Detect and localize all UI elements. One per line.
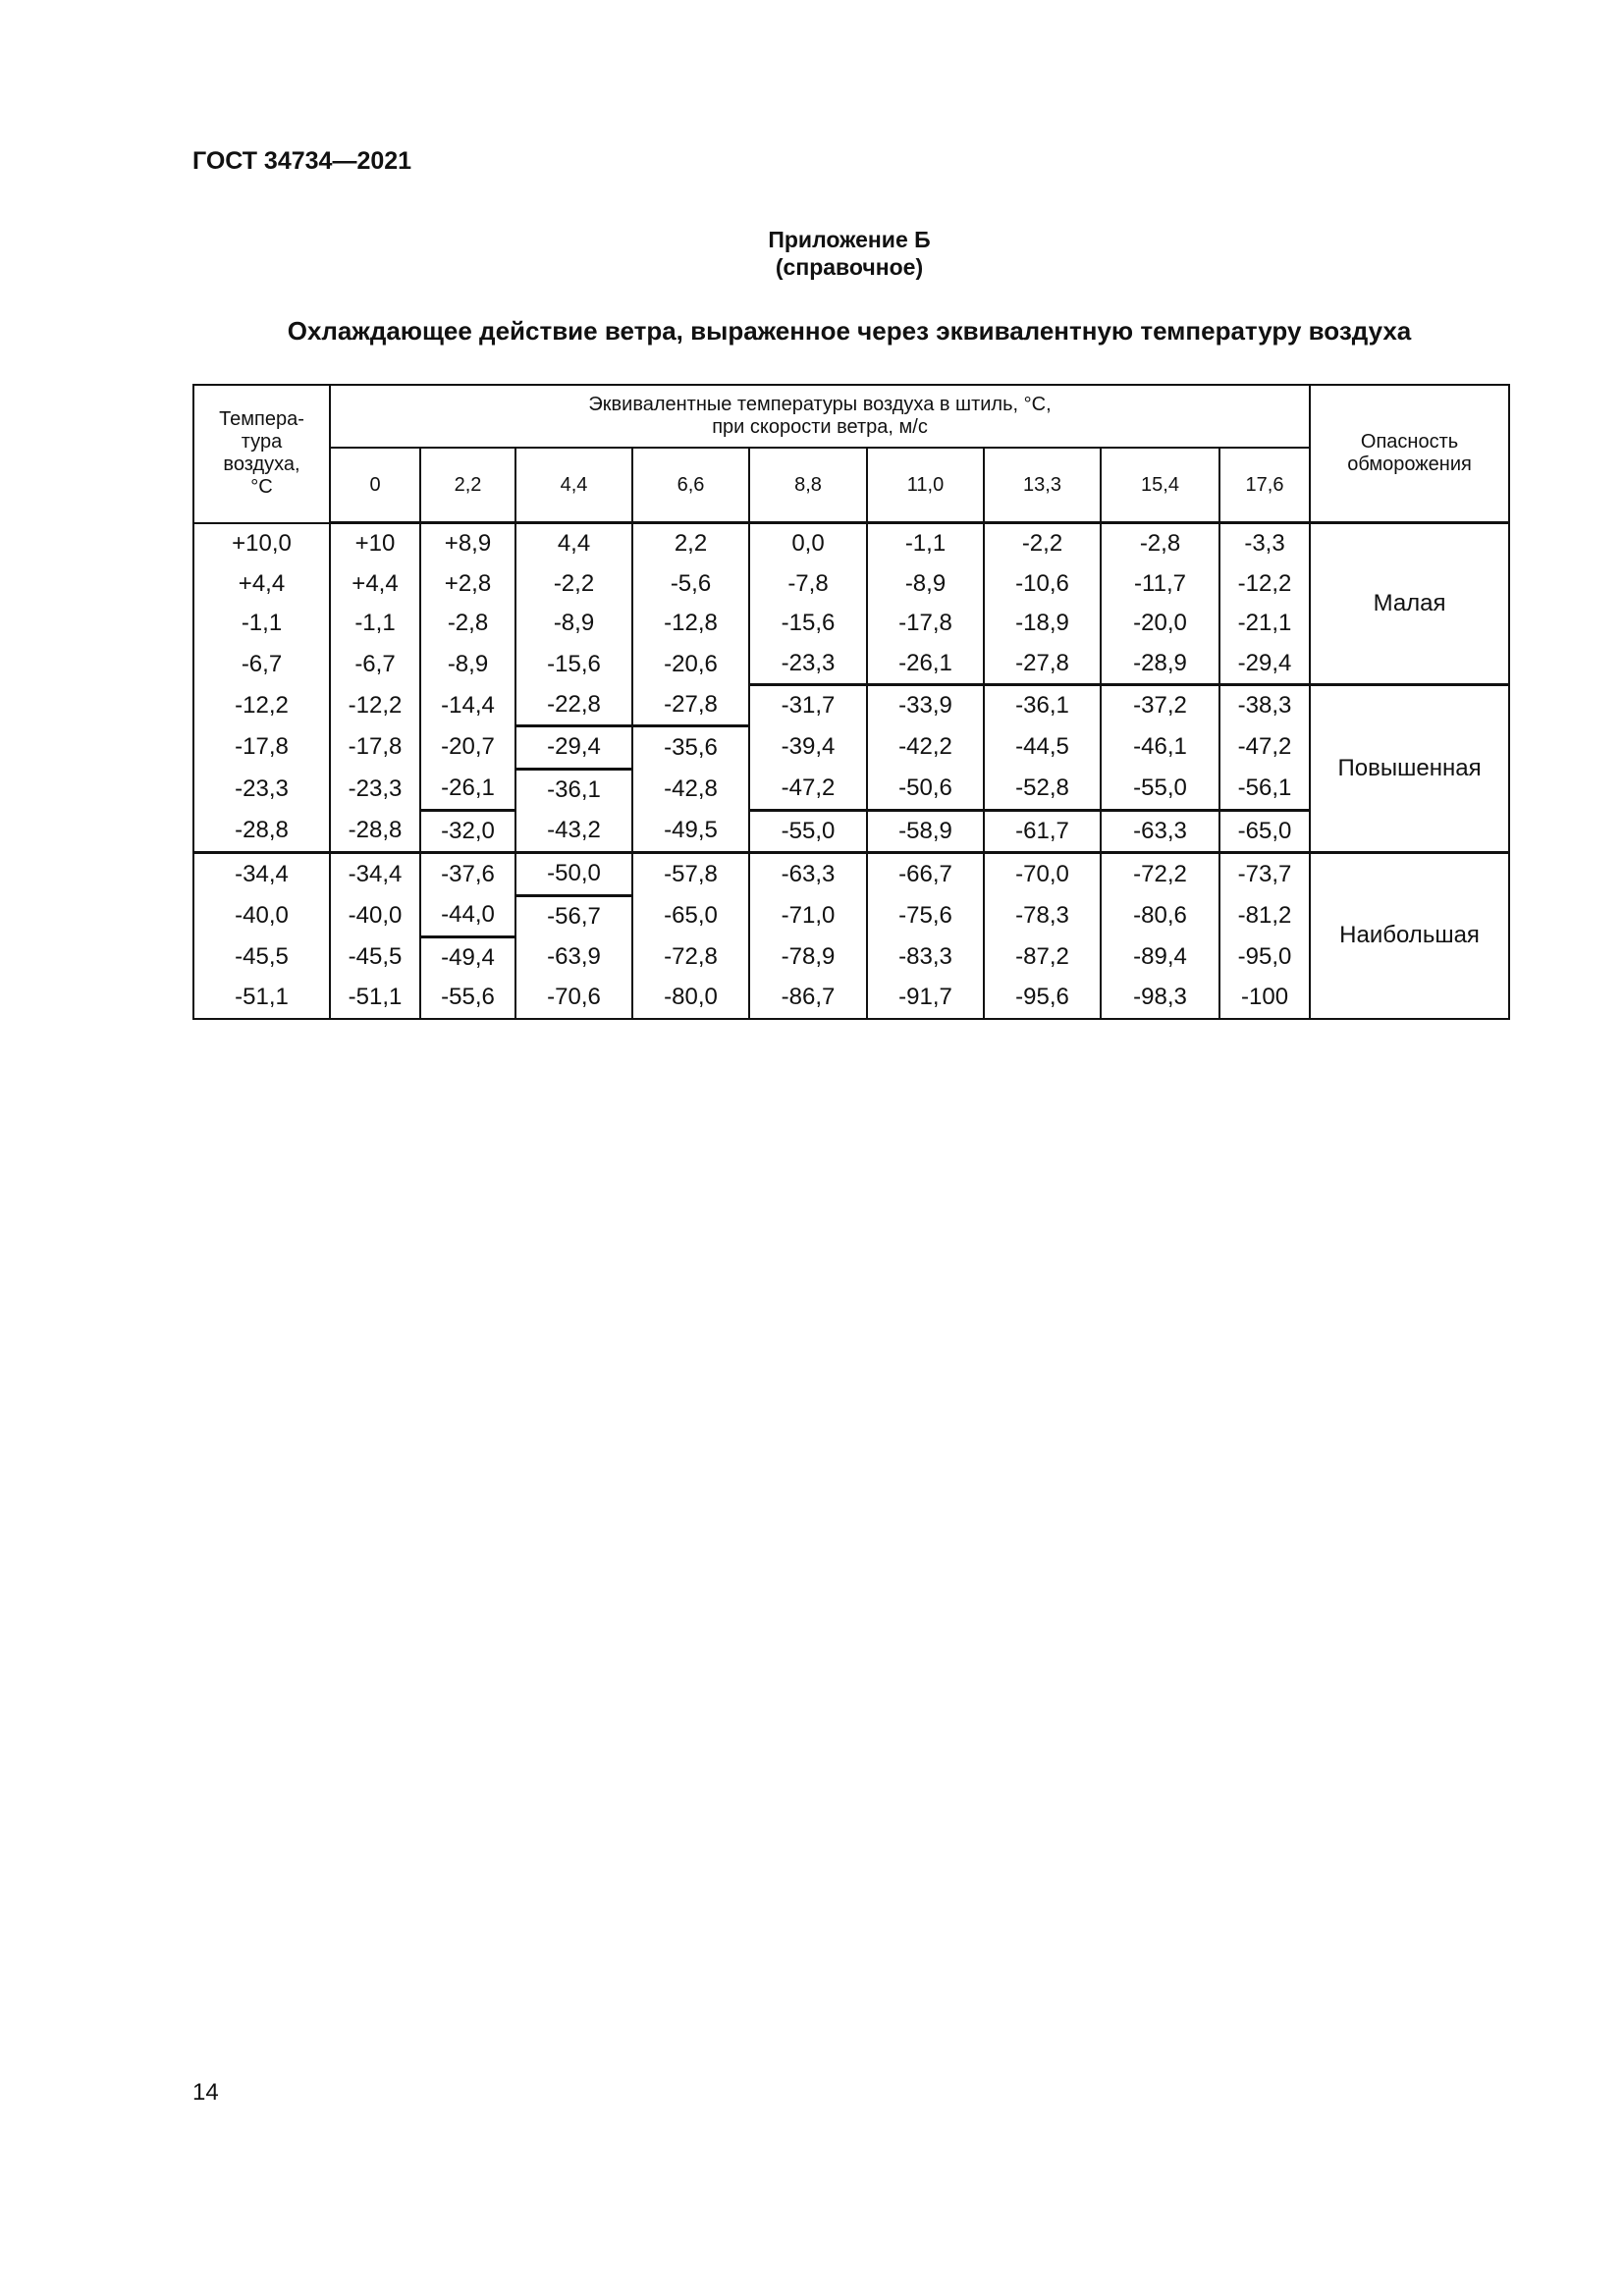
- equivalent-temperature-cell: -89,4: [1101, 936, 1219, 978]
- equivalent-temperature-cell: -95,6: [984, 978, 1101, 1019]
- equivalent-temperature-cell: -72,8: [632, 936, 749, 978]
- equivalent-temperature-cell: -52,8: [984, 769, 1101, 810]
- wind-speed-header-cell: 8,8: [749, 448, 867, 523]
- equivalent-temperature-cell: -31,7: [749, 685, 867, 726]
- equivalent-temperature-cell: 4,4: [515, 523, 632, 564]
- equivalent-temperature-cell: -80,6: [1101, 895, 1219, 936]
- equivalent-temperature-cell: -81,2: [1219, 895, 1310, 936]
- equivalent-temperature-cell: -37,2: [1101, 685, 1219, 726]
- equivalent-temperature-cell: -29,4: [1219, 644, 1310, 685]
- equivalent-temperature-cell: -50,6: [867, 769, 984, 810]
- equivalent-temperature-cell: -18,9: [984, 604, 1101, 644]
- air-temperature-cell: -1,1: [193, 604, 330, 644]
- wind-speed-header-cell: 15,4: [1101, 448, 1219, 523]
- table-row: [193, 853, 1509, 896]
- equivalent-temperature-cell: -20,6: [632, 644, 749, 685]
- equivalent-temperature-cell: -8,9: [420, 644, 515, 685]
- air-temperature-cell: -23,3: [193, 769, 330, 810]
- wind-speed-header-cell: 17,6: [1219, 448, 1310, 523]
- equivalent-temperature-cell: -49,5: [632, 810, 749, 853]
- table-head: [193, 385, 1509, 523]
- appendix-heading: [0, 226, 1624, 281]
- equivalent-temperature-cell: -2,2: [515, 564, 632, 605]
- equivalent-temperature-cell: +10: [330, 523, 420, 564]
- frostbite-danger-cell: Наибольшая: [1310, 853, 1509, 1019]
- equivalent-temperature-cell: -45,5: [330, 936, 420, 978]
- equivalent-temperature-cell: -2,8: [1101, 523, 1219, 564]
- air-temperature-cell: -17,8: [193, 726, 330, 770]
- equivalent-temperature-cell: -50,0: [515, 853, 632, 896]
- equivalent-temperature-cell: -98,3: [1101, 978, 1219, 1019]
- wind-speed-header-cell: 13,3: [984, 448, 1101, 523]
- equivalent-temperature-cell: -100: [1219, 978, 1310, 1019]
- equivalent-temperature-cell: -1,1: [330, 604, 420, 644]
- equivalent-temperature-cell: -23,3: [749, 644, 867, 685]
- equivalent-temperature-cell: -15,6: [749, 604, 867, 644]
- equivalent-temperature-cell: -38,3: [1219, 685, 1310, 726]
- wind-speed-header-cell: 4,4: [515, 448, 632, 523]
- air-temperature-cell: -51,1: [193, 978, 330, 1019]
- equivalent-temperature-cell: -35,6: [632, 726, 749, 770]
- equivalent-temperature-cell: -37,6: [420, 853, 515, 896]
- equivalent-temperature-cell: -20,7: [420, 726, 515, 770]
- equivalent-temperature-cell: -61,7: [984, 810, 1101, 853]
- equivalent-temperature-cell: -49,4: [420, 936, 515, 978]
- equivalent-temperature-cell: -5,6: [632, 564, 749, 605]
- table-caption: Охлаждающее действие ветра, выраженное через эквивалентную температуру воздуха: [287, 316, 1412, 346]
- equivalent-temperature-cell: -36,1: [984, 685, 1101, 726]
- equivalent-temperature-cell: -40,0: [330, 895, 420, 936]
- equivalent-temperature-cell: -55,0: [749, 810, 867, 853]
- equivalent-temperature-cell: -14,4: [420, 685, 515, 726]
- air-temperature-cell: +10,0: [193, 523, 330, 564]
- equivalent-temperature-cell: -17,8: [867, 604, 984, 644]
- equivalent-temperature-cell: -26,1: [867, 644, 984, 685]
- equivalent-temperature-cell: -32,0: [420, 810, 515, 853]
- wind-speed-header-cell: 11,0: [867, 448, 984, 523]
- wind-chill-table: [192, 384, 1510, 1020]
- equivalent-temperature-cell: -39,4: [749, 726, 867, 770]
- equivalent-temperature-cell: -75,6: [867, 895, 984, 936]
- air-temperature-cell: -6,7: [193, 644, 330, 685]
- equivalent-temperature-cell: -66,7: [867, 853, 984, 896]
- equivalent-temperature-cell: -63,3: [749, 853, 867, 896]
- equivalent-temperature-cell: -91,7: [867, 978, 984, 1019]
- equivalent-temperature-cell: -7,8: [749, 564, 867, 605]
- equivalent-temperature-cell: -17,8: [330, 726, 420, 770]
- equivalent-temperature-cell: -56,1: [1219, 769, 1310, 810]
- equivalent-temperature-cell: -55,6: [420, 978, 515, 1019]
- wind-speed-header-cell: 0: [330, 448, 420, 523]
- equivalent-temperature-cell: -11,7: [1101, 564, 1219, 605]
- equivalent-temperature-cell: -20,0: [1101, 604, 1219, 644]
- equivalent-temperature-cell: -1,1: [867, 523, 984, 564]
- equivalent-temperature-cell: -23,3: [330, 769, 420, 810]
- equivalent-temperature-cell: -28,9: [1101, 644, 1219, 685]
- equivalent-temperature-cell: -21,1: [1219, 604, 1310, 644]
- appendix-title: Приложение Б: [768, 227, 931, 252]
- equivalent-temperature-cell: -56,7: [515, 895, 632, 936]
- air-temperature-cell: -12,2: [193, 685, 330, 726]
- equivalent-temperature-cell: -22,8: [515, 685, 632, 726]
- equivalent-temperature-cell: 0,0: [749, 523, 867, 564]
- frostbite-danger-cell: Малая: [1310, 523, 1509, 685]
- equivalent-temperature-cell: +4,4: [330, 564, 420, 605]
- table-row: [193, 685, 1509, 726]
- equivalent-temperature-cell: -3,3: [1219, 523, 1310, 564]
- equivalent-temperature-cell: -47,2: [1219, 726, 1310, 770]
- air-temperature-cell: -28,8: [193, 810, 330, 853]
- equivalent-temperature-cell: -43,2: [515, 810, 632, 853]
- equivalent-temperature-cell: -70,0: [984, 853, 1101, 896]
- equivalent-temperature-cell: -28,8: [330, 810, 420, 853]
- equivalent-temperature-cell: -51,1: [330, 978, 420, 1019]
- equivalent-temperature-header-text: Эквивалентные температуры воздуха в штиль, °C, при скорости ветра, м/с: [588, 394, 1052, 438]
- equivalent-temperature-cell: -73,7: [1219, 853, 1310, 896]
- table-row: [193, 523, 1509, 564]
- air-temperature-cell: -34,4: [193, 853, 330, 896]
- equivalent-temperature-cell: -8,9: [867, 564, 984, 605]
- frostbite-danger-header-text: Опасность обморожения: [1347, 431, 1472, 475]
- equivalent-temperature-cell: -36,1: [515, 769, 632, 810]
- equivalent-temperature-cell: -12,8: [632, 604, 749, 644]
- equivalent-temperature-header: [330, 385, 1310, 448]
- appendix-subtitle: (справочное): [775, 254, 924, 280]
- equivalent-temperature-cell: -27,8: [632, 685, 749, 726]
- equivalent-temperature-cell: -12,2: [330, 685, 420, 726]
- equivalent-temperature-cell: -34,4: [330, 853, 420, 896]
- equivalent-temperature-cell: -2,2: [984, 523, 1101, 564]
- equivalent-temperature-cell: -42,8: [632, 769, 749, 810]
- equivalent-temperature-cell: -8,9: [515, 604, 632, 644]
- air-temperature-cell: -45,5: [193, 936, 330, 978]
- equivalent-temperature-cell: -6,7: [330, 644, 420, 685]
- table-body: [193, 523, 1509, 1019]
- equivalent-temperature-cell: -15,6: [515, 644, 632, 685]
- equivalent-temperature-cell: -72,2: [1101, 853, 1219, 896]
- equivalent-temperature-cell: -2,8: [420, 604, 515, 644]
- page-number: 14: [192, 2079, 219, 2106]
- equivalent-temperature-cell: -95,0: [1219, 936, 1310, 978]
- air-temperature-cell: +4,4: [193, 564, 330, 605]
- equivalent-temperature-cell: -33,9: [867, 685, 984, 726]
- equivalent-temperature-cell: -80,0: [632, 978, 749, 1019]
- equivalent-temperature-cell: -10,6: [984, 564, 1101, 605]
- equivalent-temperature-cell: -44,5: [984, 726, 1101, 770]
- wind-speed-header-cell: 2,2: [420, 448, 515, 523]
- equivalent-temperature-cell: -44,0: [420, 895, 515, 936]
- equivalent-temperature-cell: -65,0: [1219, 810, 1310, 853]
- equivalent-temperature-cell: -65,0: [632, 895, 749, 936]
- frostbite-danger-cell: Повышенная: [1310, 685, 1509, 853]
- air-temperature-header: [193, 385, 330, 523]
- equivalent-temperature-cell: -71,0: [749, 895, 867, 936]
- equivalent-temperature-cell: -83,3: [867, 936, 984, 978]
- air-temperature-header-text: Темпера- тура воздуха, °C: [219, 408, 304, 499]
- equivalent-temperature-cell: -47,2: [749, 769, 867, 810]
- equivalent-temperature-cell: -46,1: [1101, 726, 1219, 770]
- equivalent-temperature-cell: -55,0: [1101, 769, 1219, 810]
- equivalent-temperature-cell: +2,8: [420, 564, 515, 605]
- equivalent-temperature-cell: -63,9: [515, 936, 632, 978]
- equivalent-temperature-cell: -78,9: [749, 936, 867, 978]
- equivalent-temperature-cell: -42,2: [867, 726, 984, 770]
- equivalent-temperature-cell: -78,3: [984, 895, 1101, 936]
- wind-speed-header-cell: 6,6: [632, 448, 749, 523]
- equivalent-temperature-cell: -70,6: [515, 978, 632, 1019]
- equivalent-temperature-cell: -29,4: [515, 726, 632, 770]
- frostbite-danger-header: [1310, 385, 1509, 523]
- equivalent-temperature-cell: -26,1: [420, 769, 515, 810]
- equivalent-temperature-cell: -86,7: [749, 978, 867, 1019]
- equivalent-temperature-cell: -87,2: [984, 936, 1101, 978]
- equivalent-temperature-cell: -57,8: [632, 853, 749, 896]
- wind-chill-table-container: [192, 384, 1510, 1020]
- equivalent-temperature-cell: -27,8: [984, 644, 1101, 685]
- equivalent-temperature-cell: +8,9: [420, 523, 515, 564]
- equivalent-temperature-cell: 2,2: [632, 523, 749, 564]
- document-code: ГОСТ 34734—2021: [192, 147, 412, 175]
- air-temperature-cell: -40,0: [193, 895, 330, 936]
- equivalent-temperature-cell: -63,3: [1101, 810, 1219, 853]
- equivalent-temperature-cell: -12,2: [1219, 564, 1310, 605]
- equivalent-temperature-cell: -58,9: [867, 810, 984, 853]
